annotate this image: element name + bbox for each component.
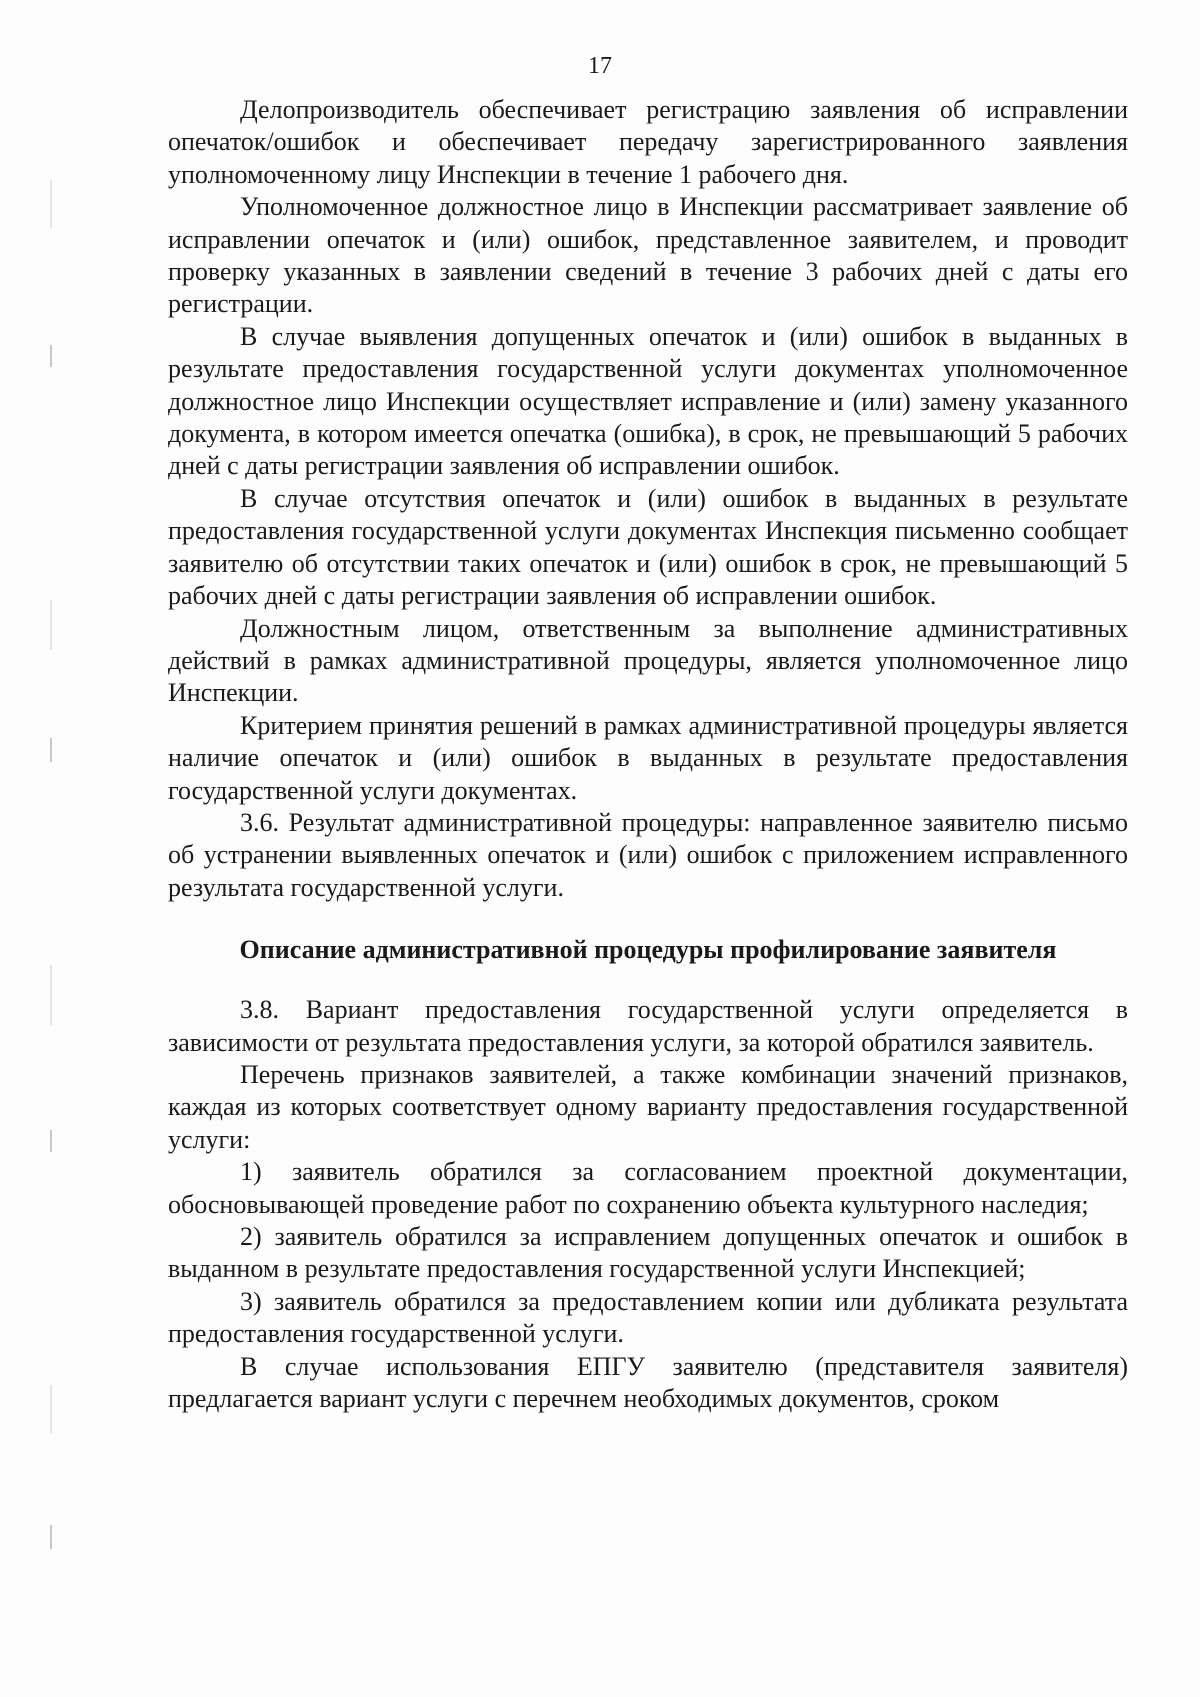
section-heading: Описание административной процедуры профилирование заявителя: [239, 935, 1057, 965]
paragraph: Перечень признаков заявителей, а также комбинации значений признаков, каждая из которых соответствует одному варианту предоставления государственной услуги:: [168, 1059, 1128, 1154]
list-item: 2) заявитель обратился за исправлением допущенных опечаток и ошибок в выданном в результате предоставления государственной услуги Инспекцией;: [168, 1222, 1128, 1284]
scan-binding-mark: [50, 1385, 52, 1433]
scan-binding-mark: [50, 1525, 52, 1549]
list-item: 3) заявитель обратился за предоставлением копии или дубликата результата предоставления государственной услуги.: [168, 1286, 1128, 1349]
page-number: 17: [588, 53, 612, 79]
paragraph: В случае выявления допущенных опечаток и (или) ошибок в выданных в результате предоставления государственной услуги документах уполномоченное должностное лицо Инспекции осуществляет исправление и (или) замену указанного документа, в котором имеется опечатка (ошибка), в срок, не превышающий 5 рабочих дней с даты регистрации заявления об исправлении ошибок.: [168, 321, 1128, 481]
paragraph: Уполномоченное должностное лицо в Инспекции рассматривает заявление об исправлении опечаток и (или) ошибок, представленное заявителем, и проводит проверку указанных в заявлении сведений в течение 3 рабочих дней с даты его регистрации.: [168, 192, 1128, 319]
document-body: [168, 94, 1128, 1415]
paragraph: 3.6. Результат административной процедуры: направленное заявителю письмо об устранении выявленных опечаток и (или) ошибок с приложением исправленного результата государственной услуги.: [168, 807, 1128, 902]
paragraph: Делопроизводитель обеспечивает регистрацию заявления об исправлении опечаток/ошибок и обеспечивает передачу зарегистрированного заявления уполномоченному лицу Инспекции в течение 1 рабочего дня.: [168, 95, 1128, 189]
list-item: 1) заявитель обратился за согласованием проектной документации, обосновывающей проведение работ по сохранению объекта культурного наследия;: [168, 1157, 1128, 1219]
paragraph: 3.8. Вариант предоставления государственной услуги определяется в зависимости от результата предоставления услуги, за которой обратился заявитель.: [168, 995, 1128, 1057]
paragraph: Критерием принятия решений в рамках административной процедуры является наличие опечаток и (или) ошибок в выданных в результате предоставления государственной услуги документах.: [168, 710, 1128, 805]
scan-binding-mark: [50, 738, 52, 762]
paragraph: В случае использования ЕПГУ заявителю (представителя заявителя) предлагается вариант услуги с перечнем необходимых документов, сроком: [168, 1351, 1128, 1414]
scan-binding-mark: [50, 180, 52, 228]
paragraph: Должностным лицом, ответственным за выполнение административных действий в рамках административной процедуры, является уполномоченное лицо Инспекции.: [168, 613, 1128, 708]
scan-binding-mark: [50, 1130, 52, 1152]
scan-binding-mark: [50, 600, 52, 650]
scan-binding-mark: [50, 345, 52, 367]
scan-binding-mark: [50, 965, 52, 1025]
paragraph: В случае отсутствия опечаток и (или) ошибок в выданных в результате предоставления государственной услуги документах Инспекция письменно сообщает заявителю об отсутствии таких опечаток и (или) ошибок в срок, не превышающий 5 рабочих дней с даты регистрации заявления об исправлении ошибок.: [168, 483, 1128, 611]
